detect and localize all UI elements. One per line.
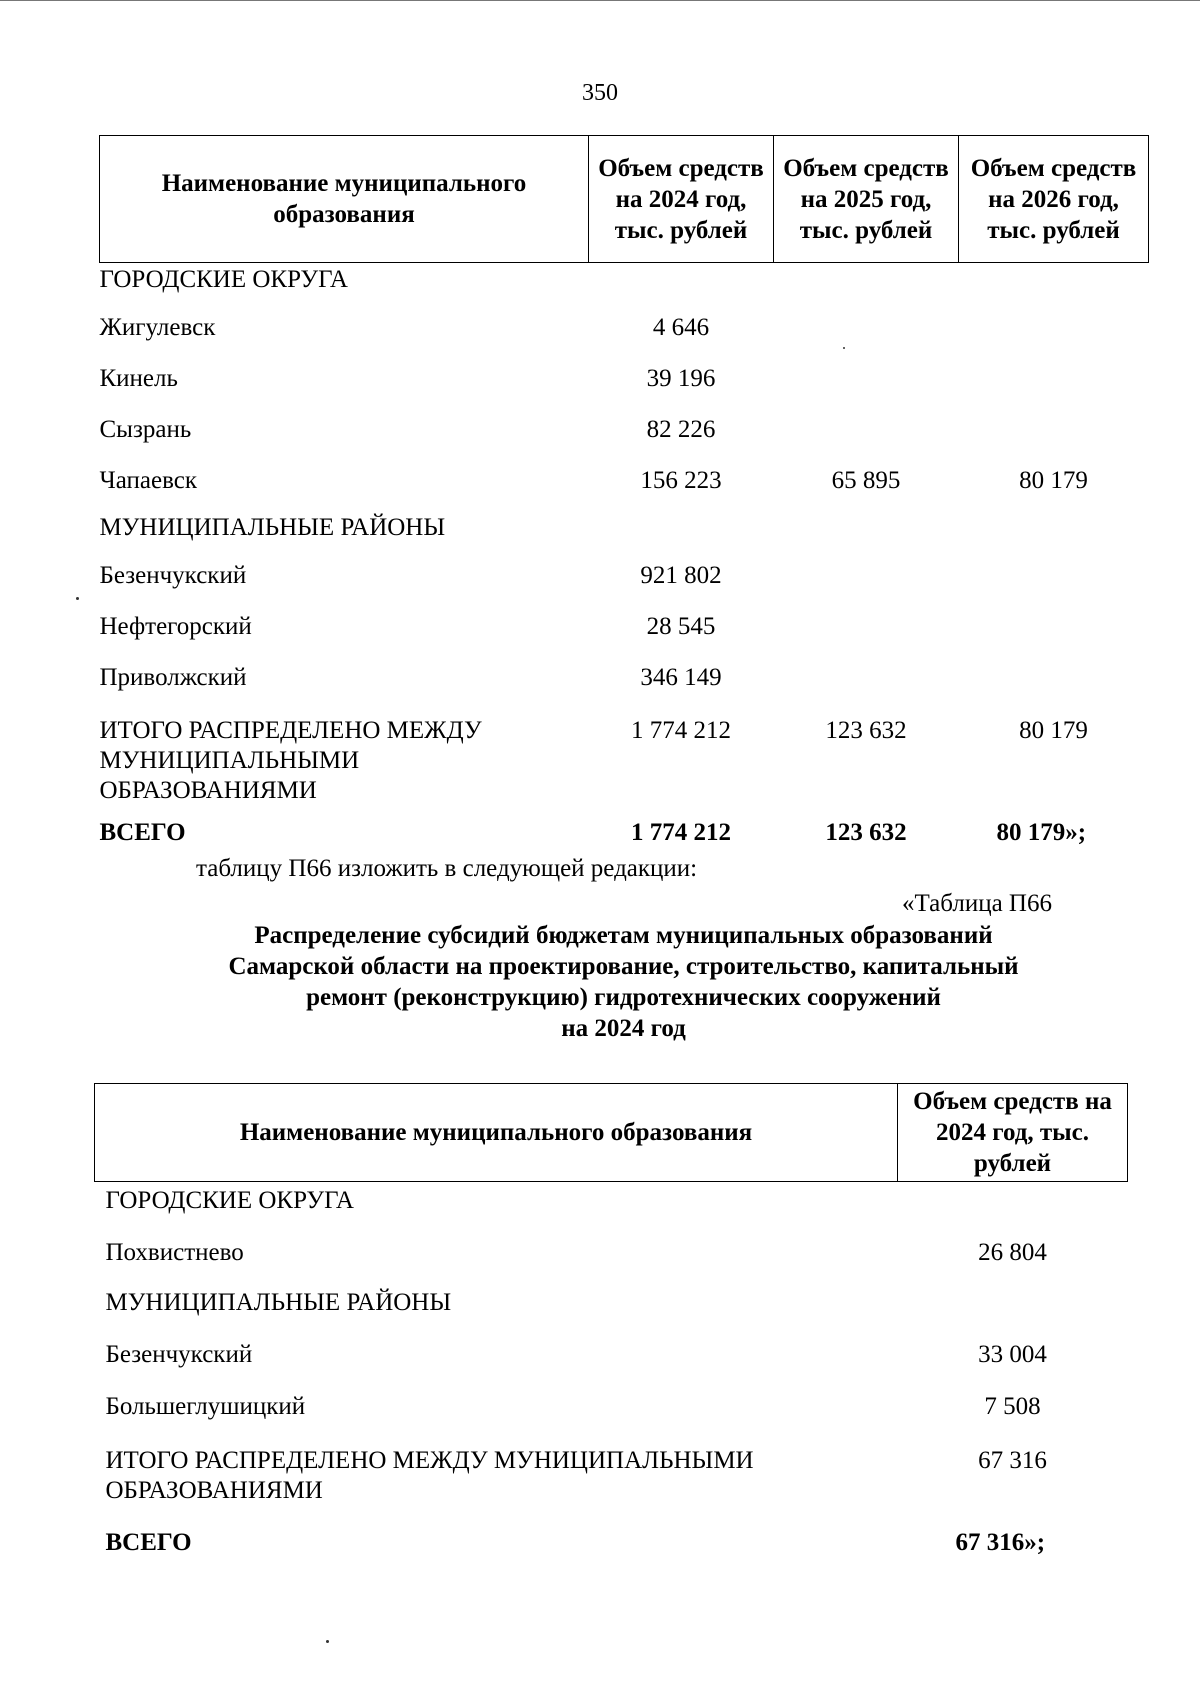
table-header-row	[100, 136, 1149, 263]
row-name: Сызрань	[99, 416, 192, 443]
caption-line: Распределение субсидий бюджетам муниципальных образований	[254, 922, 993, 949]
table-row	[95, 1232, 1128, 1284]
row-value-2024: 7 508	[984, 1393, 1041, 1420]
row-value-2024: 28 545	[646, 613, 716, 640]
row-name: ГОРОДСКИЕ ОКРУГА	[105, 1187, 354, 1214]
table-grand-total-row	[95, 1528, 1128, 1573]
total-row-name: ИТОГО РАСПРЕДЕЛЕНО МЕЖДУ МУНИЦИПАЛЬНЫМИ ОБРАЗОВАНИЯМИ	[99, 717, 482, 804]
header-municipality: Наименование муниципального образования	[95, 1084, 898, 1182]
row-value-2026	[959, 657, 1149, 708]
caption-line: ремонт (реконструкцию) гидротехнических сооружений	[306, 984, 941, 1011]
table-row	[100, 307, 1149, 358]
row-value-2024: 26 804	[978, 1239, 1047, 1266]
amendment-paragraph: таблицу П66 изложить в следующей редакции:	[196, 855, 698, 882]
header-municipality: Наименование муниципального образования	[100, 136, 589, 263]
row-value-2024: 4 646	[652, 314, 710, 341]
table-row	[100, 606, 1149, 657]
row-name: Приволжский	[99, 664, 247, 691]
table-row	[100, 657, 1149, 708]
grand-total-label: ВСЕГО	[105, 1529, 192, 1556]
row-value-2024: 1 774 212	[631, 717, 731, 744]
row-value-2026	[959, 409, 1149, 460]
page-number: 350	[582, 80, 618, 106]
header-amount-2026: Объем средств на 2026 год, тыс. рублей	[959, 136, 1149, 263]
row-value-2026	[959, 555, 1149, 606]
subsidy-table-p66	[94, 1083, 1128, 1573]
table-label: «Таблица П66	[902, 890, 1052, 917]
row-value-2025	[774, 555, 959, 606]
table-row	[100, 555, 1149, 606]
row-value-2024	[589, 263, 774, 308]
row-value-2025	[774, 263, 959, 308]
row-value-2026	[959, 263, 1149, 308]
row-value-2026	[959, 511, 1149, 555]
scan-speck	[76, 597, 79, 600]
table-row	[95, 1334, 1128, 1386]
row-value-2024: 1 774 212	[631, 819, 731, 846]
row-value-2025	[774, 358, 959, 409]
row-value-2024	[898, 1182, 1128, 1233]
row-value-2024: 67 316	[978, 1447, 1047, 1474]
row-value-2024: 921 802	[640, 562, 722, 589]
table-row	[100, 409, 1149, 460]
grand-total-label: ВСЕГО	[99, 819, 186, 846]
row-value-2026	[959, 606, 1149, 657]
table-row	[100, 511, 1149, 555]
row-value-2024: 39 196	[646, 365, 716, 392]
table-row	[100, 358, 1149, 409]
row-value-2024	[589, 511, 774, 555]
row-value-2025	[774, 409, 959, 460]
table-total-row	[95, 1438, 1128, 1528]
table-row	[100, 263, 1149, 308]
row-name: Безенчукский	[105, 1341, 253, 1368]
row-name: Нефтегорский	[99, 613, 252, 640]
row-name: Чапаевск	[99, 467, 197, 494]
row-value-2025	[774, 606, 959, 657]
header-amount-2024: Объем средств на 2024 год, тыс. рублей	[589, 136, 774, 263]
caption-line: Самарской области на проектирование, строительство, капитальный	[228, 953, 1019, 980]
row-name: Большеглушицкий	[105, 1393, 306, 1420]
row-value-2024: 156 223	[640, 467, 722, 494]
row-name: Безенчукский	[99, 562, 247, 589]
scan-speck	[326, 1640, 329, 1643]
scan-speck	[843, 347, 845, 349]
row-value-2026	[959, 358, 1149, 409]
table-caption	[99, 920, 1148, 1044]
scan-edge-line	[0, 0, 1200, 1]
row-name: Кинель	[99, 365, 178, 392]
row-value-2025: 123 632	[825, 819, 907, 846]
row-value-2025: 65 895	[831, 467, 901, 494]
row-value-2025: 123 632	[825, 717, 907, 744]
row-value-2025	[774, 657, 959, 708]
subsidy-table-continued	[99, 135, 1149, 863]
row-value-2024: 346 149	[640, 664, 722, 691]
row-value-2026: 80 179	[1019, 717, 1088, 744]
table-row	[100, 460, 1149, 511]
table-total-row	[100, 708, 1149, 816]
table-row	[95, 1182, 1128, 1233]
row-name: МУНИЦИПАЛЬНЫЕ РАЙОНЫ	[99, 514, 446, 541]
row-value-2026: 80 179	[1019, 467, 1088, 494]
row-value-2025	[774, 307, 959, 358]
table-header-row	[95, 1084, 1128, 1182]
row-value-2024	[898, 1284, 1128, 1334]
table-row	[95, 1386, 1128, 1438]
table-row	[95, 1284, 1128, 1334]
row-value-2024: 33 004	[978, 1341, 1047, 1368]
row-value-2026	[959, 307, 1149, 358]
row-name: ГОРОДСКИЕ ОКРУГА	[99, 266, 348, 293]
total-row-name: ИТОГО РАСПРЕДЕЛЕНО МЕЖДУ МУНИЦИПАЛЬНЫМИ ОБРАЗОВАНИЯМИ	[105, 1447, 754, 1504]
header-amount-2024: Объем средств на 2024 год, тыс. рублей	[898, 1084, 1128, 1182]
row-value-2026: 80 179»;	[996, 819, 1087, 846]
row-name: Жигулевск	[99, 314, 216, 341]
header-amount-2025: Объем средств на 2025 год, тыс. рублей	[774, 136, 959, 263]
row-name: МУНИЦИПАЛЬНЫЕ РАЙОНЫ	[105, 1289, 452, 1316]
row-value-2024: 82 226	[646, 416, 716, 443]
caption-line: на 2024 год	[561, 1015, 686, 1042]
row-value-2025	[774, 511, 959, 555]
row-value-2024: 67 316»;	[955, 1529, 1046, 1556]
row-name: Похвистнево	[105, 1239, 244, 1266]
